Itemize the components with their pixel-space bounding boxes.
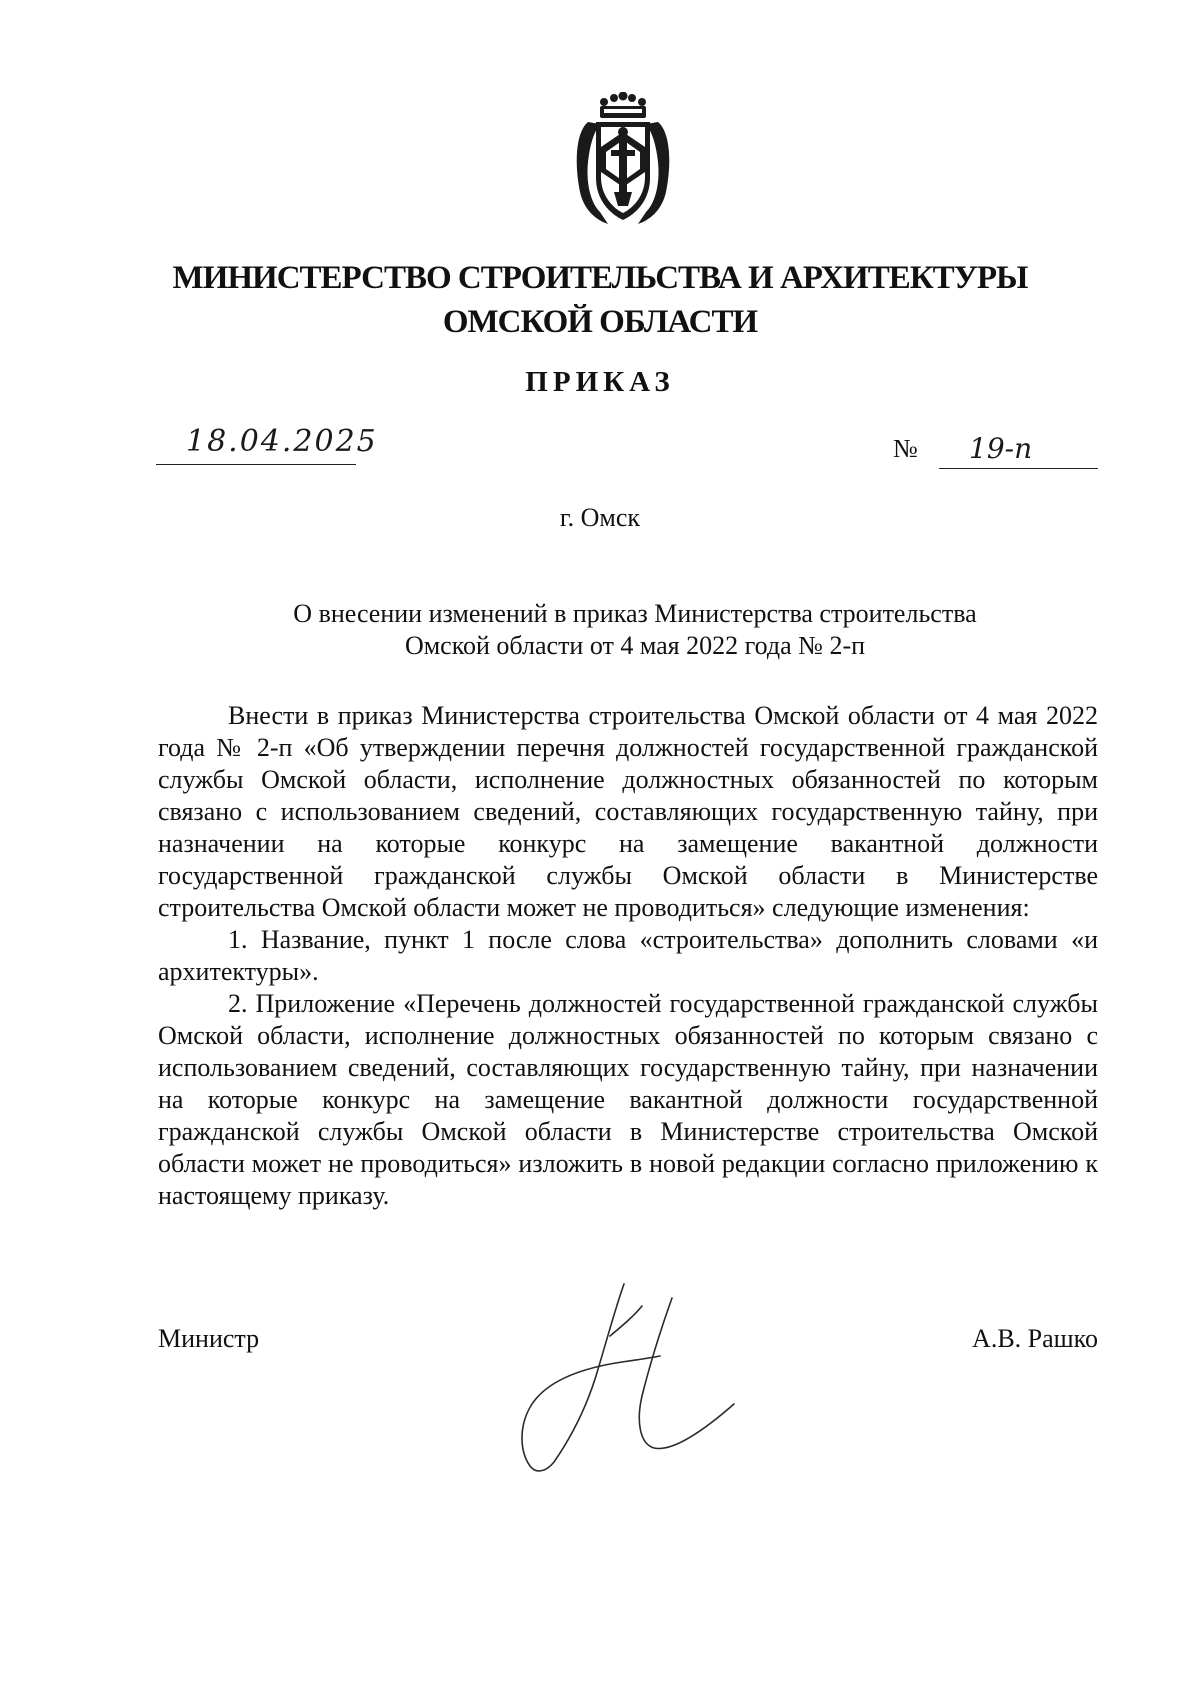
coat-of-arms-icon — [570, 92, 676, 228]
handwritten-signature — [512, 1276, 762, 1476]
ministry-title-line2: ОМСКОЙ ОБЛАСТИ — [442, 304, 758, 340]
date-field — [156, 424, 378, 465]
ministry-title-line1: МИНИСТЕРСТВО СТРОИТЕЛЬСТВА И АРХИТЕКТУРЫ — [172, 260, 1028, 296]
handwritten-date: 18.04.2025 — [186, 424, 378, 459]
number-label: № — [893, 434, 918, 463]
ministry-title — [0, 256, 1200, 344]
signatory-role: Министр — [158, 1324, 260, 1353]
order-number-field — [893, 430, 1098, 470]
order-body — [158, 700, 1098, 1212]
order-subject — [200, 598, 1070, 662]
handwritten-number: 19-п — [969, 432, 1033, 465]
number-line — [939, 432, 1098, 469]
document-type: ПРИКАЗ — [525, 366, 675, 398]
city-label: г. Омск — [559, 503, 641, 532]
subject-line1: О внесении изменений в приказ Министерства строительства — [293, 599, 977, 628]
body-paragraph-intro: Внести в приказ Министерства строительства Омской области от 4 мая 2022 года № 2-п «Об утверждении перечня должностей государственной гражданской службы Омской области, исполнение должностных обязанностей по которым связано с использованием сведений, составляющих государственную тайну, при назначении на которые конкурс на замещение вакантной должности государственной гражданской службы Омской области в Министерстве строительства Омской области может не проводиться» следующие изменения: — [158, 701, 1098, 922]
body-paragraph-item-1: 1. Название, пункт 1 после слова «строительства» дополнить словами «и архитектуры». — [158, 925, 1098, 986]
body-paragraph-item-2: 2. Приложение «Перечень должностей государственной гражданской службы Омской области, исполнение должностных обязанностей по которым связано с использованием сведений, составляющих государственную тайну, при назначении на которые конкурс на замещение вакантной должности государственной гражданской службы Омской области в Министерстве строительства Омской области может не проводиться» изложить в новой редакции согласно приложению к настоящему приказу. — [158, 989, 1098, 1210]
subject-line2: Омской области от 4 мая 2022 года № 2-п — [404, 631, 866, 660]
signatory-name: А.В. Рашко — [972, 1324, 1098, 1353]
